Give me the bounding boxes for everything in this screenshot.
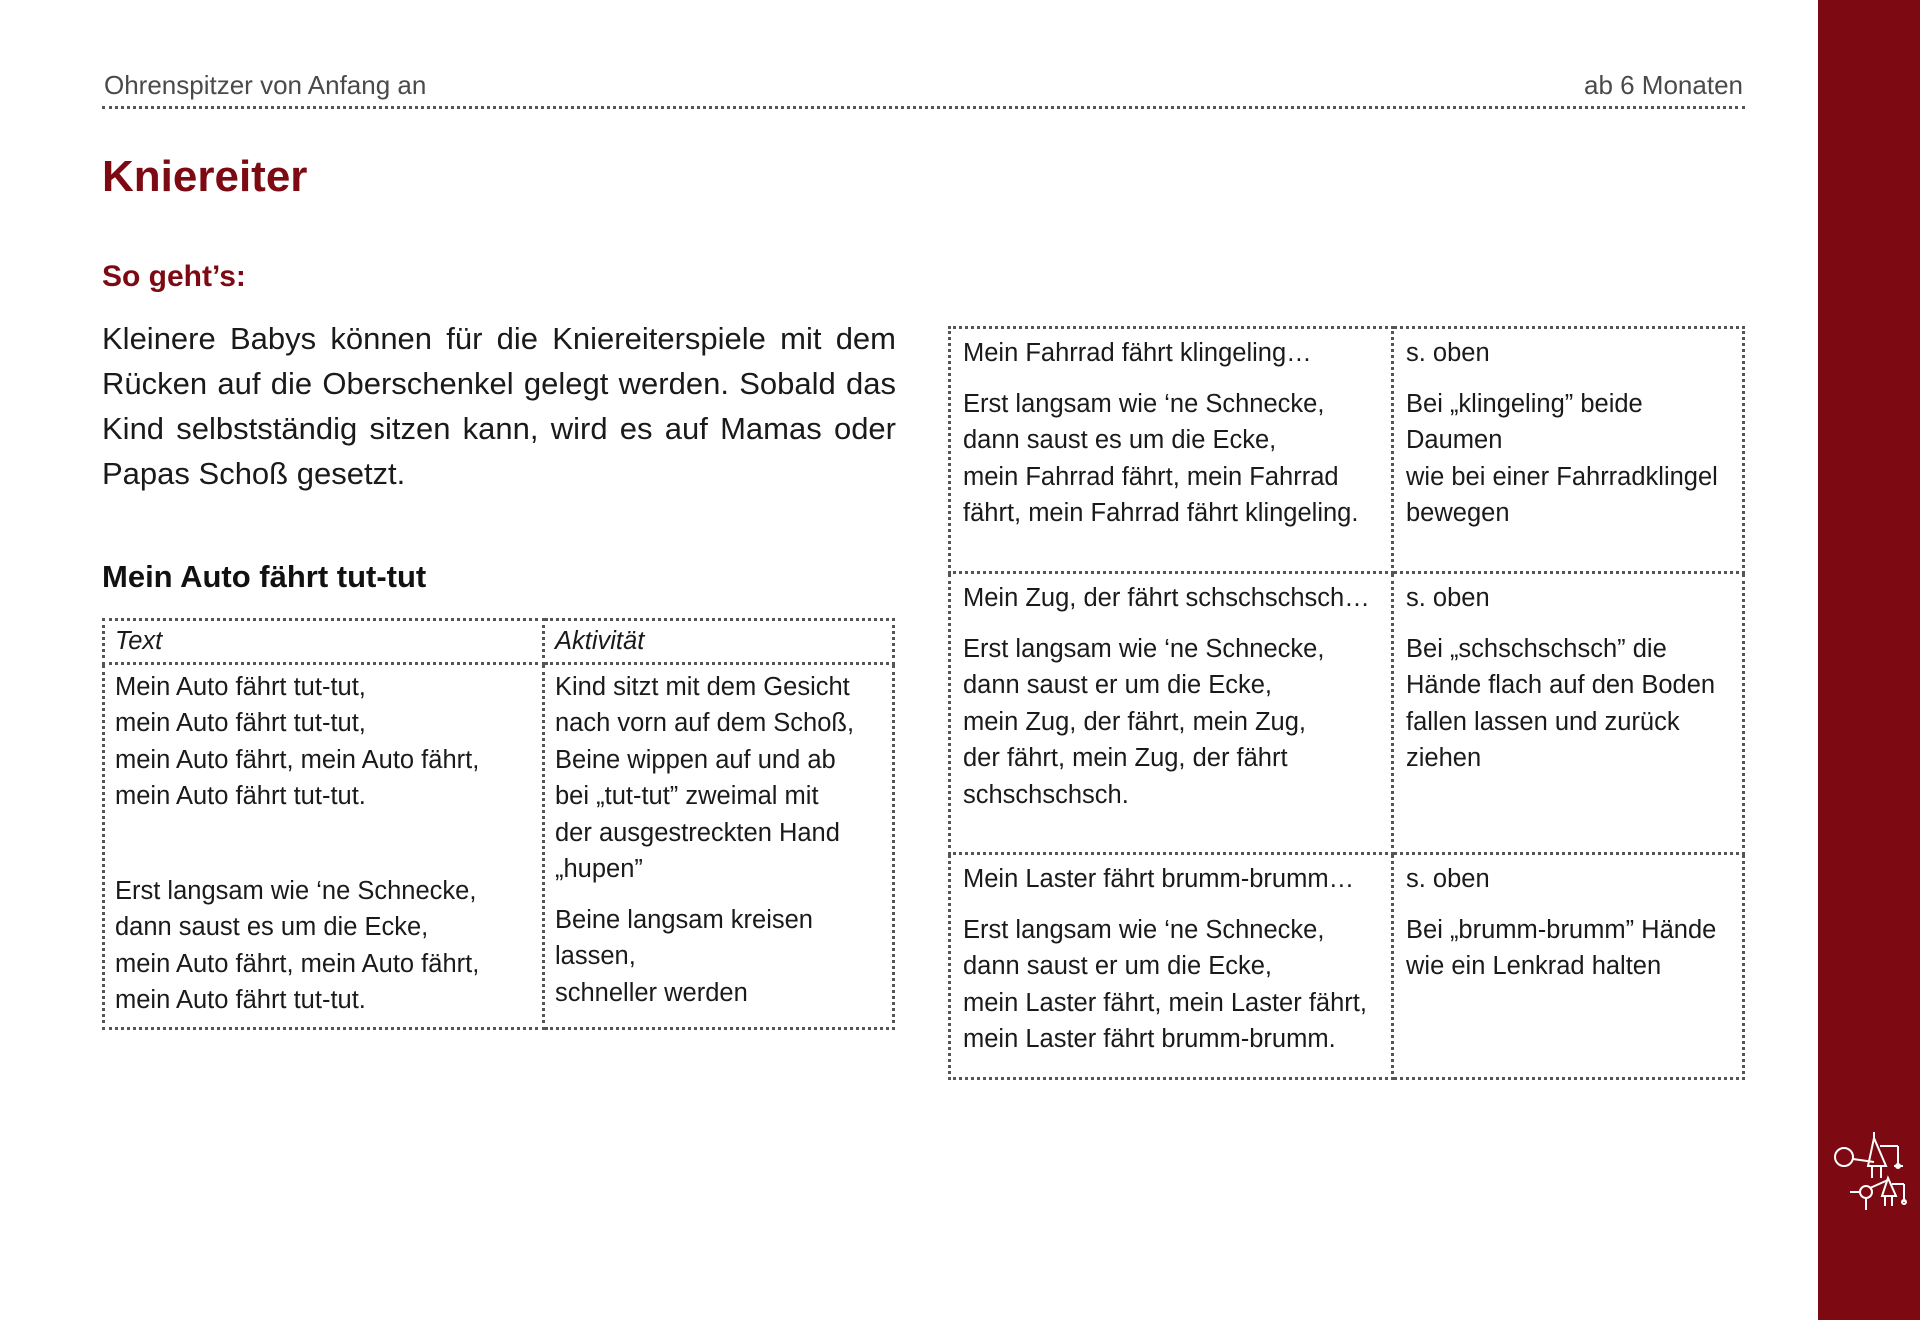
activity-line: schneller werden: [555, 978, 748, 1007]
song-text-cell: [104, 663, 544, 1028]
reference-note: s. oben: [1406, 339, 1490, 367]
variant-text-cell: [950, 328, 1393, 573]
variant-activity-cell: [1393, 328, 1744, 573]
text-line: mein Zug, der fährt, mein Zug,: [963, 707, 1306, 736]
activity-line: nach vorn auf dem Schoß,: [555, 709, 855, 737]
activity-line: wie bei einer Fahrradklingel: [1406, 462, 1718, 491]
text-line: Erst langsam wie ‘ne Schnecke,: [963, 389, 1325, 418]
text-line: mein Auto fährt, mein Auto fährt,: [115, 949, 480, 978]
table-row: [950, 328, 1744, 573]
table-header-row: [104, 620, 894, 664]
text-line: Mein Auto fährt tut-tut,: [115, 672, 366, 701]
reference-note: s. oben: [1406, 584, 1490, 612]
text-line: mein Laster fährt, mein Laster fährt,: [963, 988, 1367, 1017]
table-row: [104, 663, 894, 1028]
page-header: [102, 68, 1745, 109]
text-line: mein Laster fährt brumm-brumm.: [963, 1025, 1336, 1053]
variant-activity-cell: [1393, 573, 1744, 854]
activity-line: ziehen: [1406, 744, 1482, 772]
reference-note: s. oben: [1406, 865, 1490, 893]
variant-activity-cell: [1393, 854, 1744, 1079]
song-title: Mein Auto fährt tut-tut: [102, 559, 427, 594]
text-line: dann saust es um die Ecke,: [963, 426, 1277, 454]
text-line: mein Auto fährt tut-tut.: [115, 782, 366, 810]
section-subtitle: So geht’s:: [102, 260, 246, 293]
text-line: mein Auto fährt tut-tut,: [115, 709, 366, 737]
variant-heading: Mein Zug, der fährt schschschsch…: [963, 584, 1370, 612]
text-line: der fährt, mein Zug, der fährt: [963, 744, 1288, 772]
header-publication: Ohrenspitzer von Anfang an: [104, 70, 427, 100]
text-line: dann saust er um die Ecke,: [963, 671, 1273, 699]
sidebar-band: [1818, 0, 1920, 1320]
activity-line: Bei „brumm-brumm” Hände: [1406, 915, 1717, 944]
song-table: [102, 618, 895, 1030]
variants-table: [948, 326, 1745, 1080]
text-line: schschschsch.: [963, 780, 1129, 809]
activity-line: Bei „schschschsch” die: [1406, 634, 1667, 663]
variant-text-cell: [950, 573, 1393, 854]
activity-line: Bei „klingeling” beide Daumen: [1406, 389, 1643, 454]
column-header-text: Text: [104, 620, 544, 664]
table-row: [950, 854, 1744, 1079]
column-header-activity: Aktivität: [544, 620, 894, 664]
activity-line: Hände flach auf den Boden: [1406, 671, 1716, 699]
variant-heading: Mein Fahrrad fährt klingeling…: [963, 339, 1312, 367]
text-line: fährt, mein Fahrrad fährt klingeling.: [963, 499, 1359, 527]
activity-line: bewegen: [1406, 499, 1510, 527]
header-age-range: ab 6 Monaten: [1583, 70, 1743, 100]
activity-line: „hupen”: [555, 855, 643, 883]
text-line: mein Auto fährt tut-tut.: [115, 986, 366, 1014]
activity-line: fallen lassen und zurück: [1406, 707, 1680, 736]
variant-text-cell: [950, 854, 1393, 1079]
activity-line: Kind sitzt mit dem Gesicht: [555, 672, 850, 701]
text-line: Erst langsam wie ‘ne Schnecke,: [963, 634, 1325, 663]
table-row: [950, 573, 1744, 854]
activity-line: bei „tut-tut” zweimal mit: [555, 782, 819, 810]
activity-line: wie ein Lenkrad halten: [1406, 952, 1662, 980]
text-line: mein Fahrrad fährt, mein Fahrrad: [963, 462, 1339, 491]
text-line: dann saust es um die Ecke,: [115, 913, 429, 941]
activity-line: der ausgestreckten Hand: [555, 818, 840, 847]
variant-heading: Mein Laster fährt brumm-brumm…: [963, 865, 1355, 893]
text-line: mein Auto fährt, mein Auto fährt,: [115, 745, 480, 774]
text-line: dann saust er um die Ecke,: [963, 952, 1273, 980]
intro-paragraph: Kleinere Babys können für die Kniereiterspiele mit dem Rücken auf die Oberschenkel gelegt werden. Sobald das Kind selbstständig sitzen kann, wird es auf Mamas oder Papas Schoß gesetzt.: [102, 321, 896, 491]
text-line: Erst langsam wie ‘ne Schnecke,: [115, 876, 477, 905]
activity-line: Beine wippen auf und ab: [555, 745, 836, 774]
text-line: Erst langsam wie ‘ne Schnecke,: [963, 915, 1325, 944]
page-title: Kniereiter: [102, 152, 308, 201]
family-figures-icon: [1828, 1130, 1910, 1212]
activity-line: Beine langsam kreisen lassen,: [555, 905, 813, 970]
song-activity-cell: [544, 663, 894, 1028]
